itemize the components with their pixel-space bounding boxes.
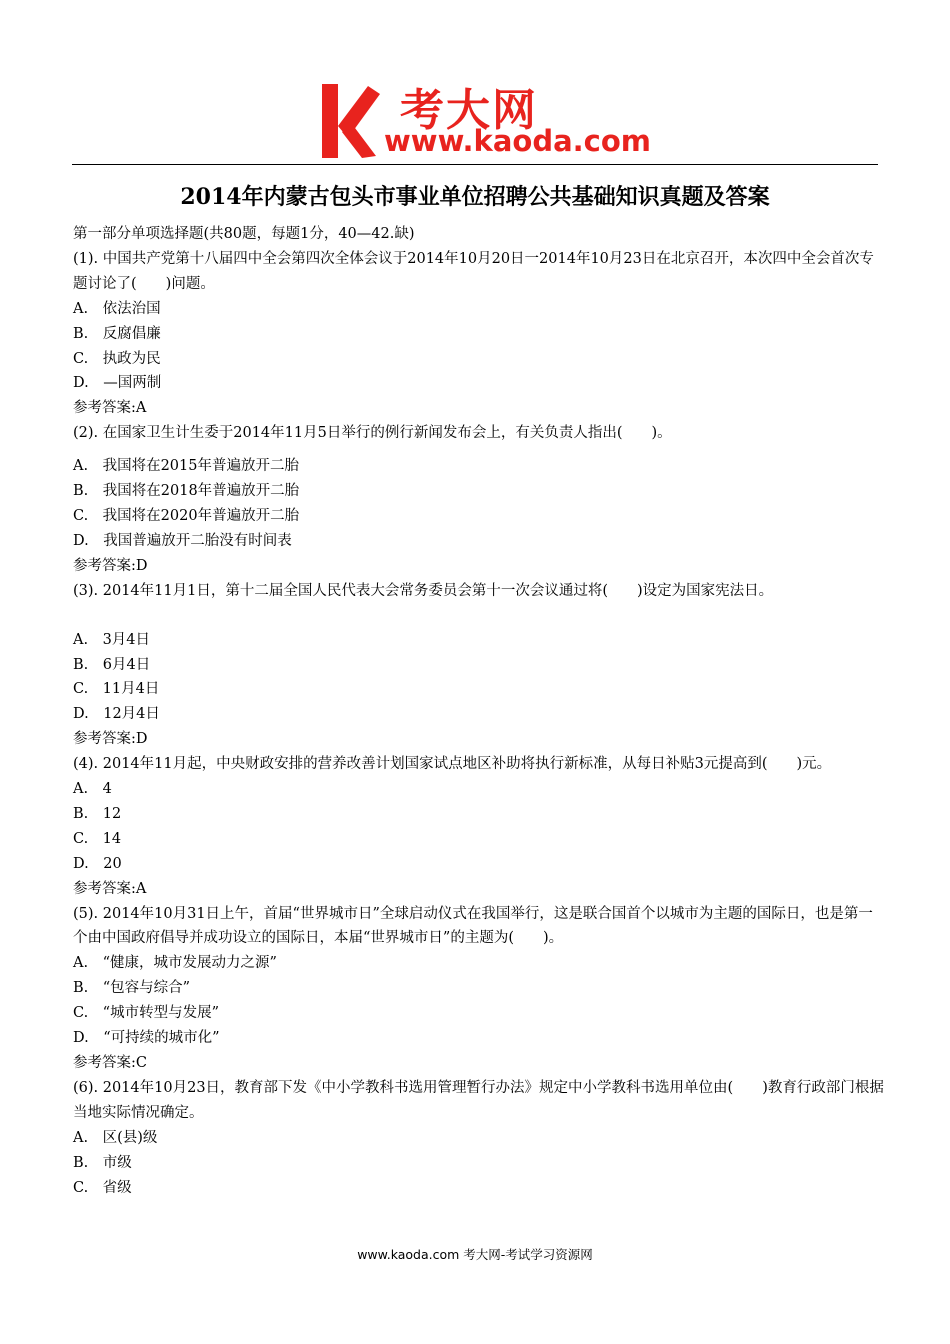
question-text: (4). 2014年11月起，中央财政安排的营养改善计划国家试点地区补助将执行新标准，从每日补贴3元提高到( )元。 [73,756,832,773]
option: C. 执政为民 [73,350,161,367]
answer: 参考答案:A [73,880,147,897]
option: B. 我国将在2018年普遍放开二胎 [73,483,300,500]
option: C. 14 [73,830,122,847]
answer: 参考答案:A [73,400,147,417]
option: B. 反腐倡廉 [73,325,161,342]
question-block [73,1076,885,1201]
question-block [73,579,885,752]
document-body [73,222,885,1200]
option: D. 20 [73,855,122,872]
logo-brand-name: 考大网 [400,85,538,136]
option: C. 11月4日 [73,681,160,698]
header-divider [72,164,878,165]
option: D. —国两制 [73,375,162,392]
option: B. 6月4日 [73,656,151,673]
question-text: (2). 在国家卫生计生委于2014年11月5日举行的例行新闻发布会上，有关负责人指出( )。 [73,425,672,442]
question-block [73,902,885,1076]
logo-k-mark [318,82,380,158]
option: A. 区(县)级 [73,1129,158,1146]
option: B. 市级 [73,1154,132,1171]
option: C. 省级 [73,1179,132,1196]
question-text: (6). 2014年10月23日，教育部下发《中小学教科书选用管理暂行办法》规定中小学教科书选用单位由( )教育行政部门根据当地实际情况确定。 [73,1079,884,1121]
option: A. 4 [73,781,112,798]
question-text: (1). 中国共产党第十八届四中全会第四次全体会议于2014年10月20日一2014年10月23日在北京召开，本次四中全会首次专题讨论了( )问题。 [73,250,874,292]
question-text: (3). 2014年11月1日，第十二届全国人民代表大会常务委员会第十一次会议通过将( )设定为国家宪法日。 [73,582,774,599]
option: A. 3月4日 [73,631,151,648]
option: B. 12 [73,805,122,822]
option: D. “可持续的城市化” [73,1030,220,1047]
page-footer[interactable]: www.kaoda.com 考大网-考试学习资源网 [357,1247,593,1262]
site-logo[interactable] [318,80,651,160]
option: D. 我国普遍放开二胎没有时间表 [73,532,292,549]
question-block [73,247,885,421]
question-block [73,752,885,901]
spacer [73,446,885,454]
logo-url: www.kaoda.com [384,124,651,158]
option: D. 12月4日 [73,706,160,723]
option: A. 我国将在2015年普遍放开二胎 [73,458,299,475]
question-block [73,421,885,578]
option: C. 我国将在2020年普遍放开二胎 [73,507,300,524]
page-title: 2014年内蒙古包头市事业单位招聘公共基础知识真题及答案 [180,184,770,210]
spacer [73,604,885,628]
answer: 参考答案:D [73,557,148,574]
option: C. “城市转型与发展” [73,1005,220,1022]
answer: 参考答案:C [73,1055,147,1071]
answer: 参考答案:D [73,731,148,748]
option: A. “健康，城市发展动力之源” [73,955,277,972]
option: B. “包容与综合” [73,980,191,997]
question-text: (5). 2014年10月31日上午，首届“世界城市日”全球启动仪式在我国举行，这是联合国首个以城市为主题的国际日，也是第一个由中国政府倡导并成功设立的国际日，本届“世界城市日”的主题为( )。 [73,905,873,947]
section-heading: 第一部分单项选择题(共80题，每题1分，40—42.缺) [73,226,415,242]
option: A. 依法治国 [73,300,161,317]
